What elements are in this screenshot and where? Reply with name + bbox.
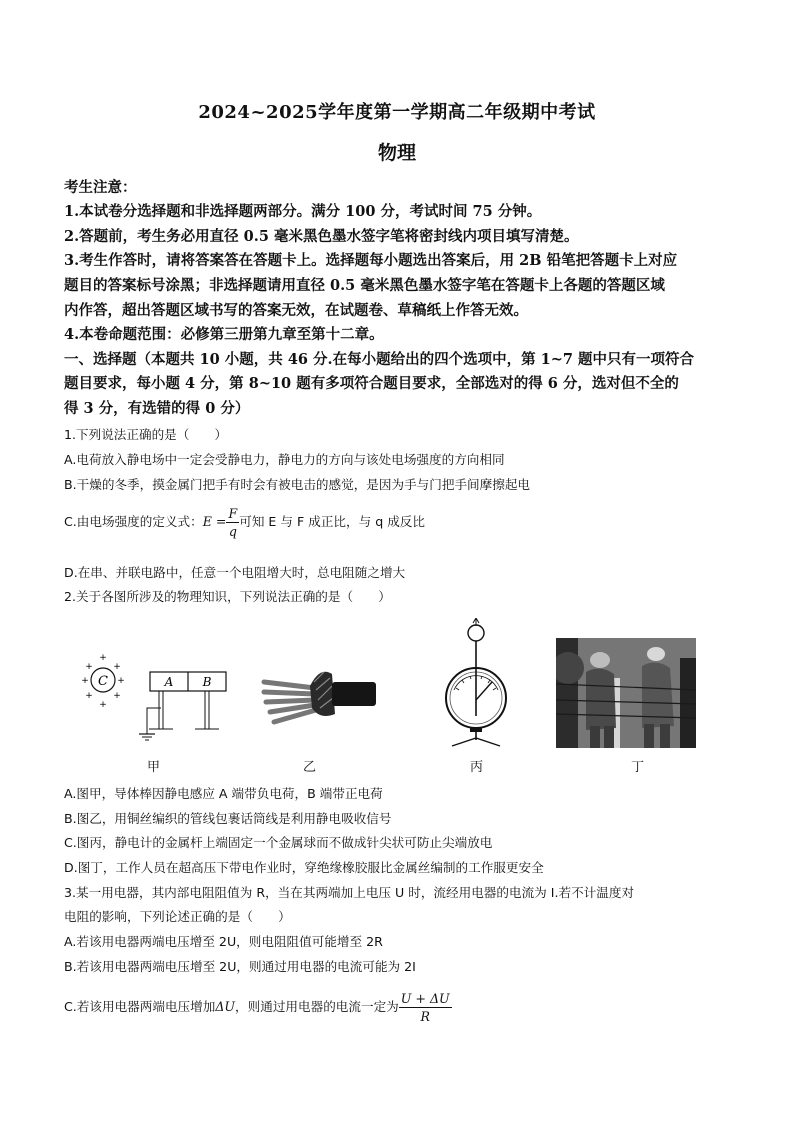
q1-option-b: B.干燥的冬季，摸金属门把手有时会有被电击的感觉，是因为手与门把手间摩擦起电 [64,477,531,492]
figure-caption-bing: 丙 [470,760,484,775]
figure-bing [430,618,530,748]
formula-denominator: R [420,1009,430,1024]
formula-numerator: F [228,506,238,521]
figure-jia [75,652,235,744]
q1-option-c-text: C.由电场强度的定义式： [64,514,203,529]
q3-option-b: B.若该用电器两端电压增至 2U，则通过用电器的电流可能为 2I [64,959,416,974]
svg-text:+: + [99,700,107,710]
figure-yi [260,652,380,744]
figure-caption-yi: 乙 [303,760,317,775]
notice-item: 题目的答案标号涂黑；非选择题请用直径 0.5 毫米黑色墨水签字笔在答题卡上各题的答题区域 [64,277,665,294]
formula-numerator: U + ΔU [400,991,450,1006]
svg-text:+: + [85,691,93,701]
figure-caption-jia: 甲 [147,760,161,775]
formula-denominator: q [228,524,237,539]
svg-text:+: + [113,662,121,672]
q1-option-a: A.电荷放入静电场中一定会受静电力，静电力的方向与该处电场强度的方向相同 [64,452,505,467]
formula-fraction [399,990,452,1025]
rod-end-a: A [164,675,174,689]
q1-option-d: D.在串、并联电路中，任意一个电阻增大时，总电阻随之增大 [64,565,406,580]
section-heading: 题目要求，每小题 4 分，第 8~10 题有多项符合题目要求，全部选对的得 6 分，选对但不全的 [64,375,679,392]
notice-item: 2.答题前，考生务必用直径 0.5 毫米黑色墨水签字笔将密封线内项目填写清楚。 [64,228,579,245]
q1-option-c-tail: 可知 E 与 F 成正比，与 q 成反比 [239,514,425,529]
subject-title: 物理 [377,142,416,164]
question-1-stem: 1.下列说法正确的是（ ） [64,427,228,442]
section-heading: 一、选择题（本题共 10 小题，共 46 分.在每小题给出的四个选项中，第 1~7 题中只有一项符合 [64,351,695,368]
formula-lhs: E = [202,514,227,529]
svg-text:+: + [81,676,89,686]
notice-label: 考生注意： [64,179,137,196]
q2-option-b: B.图乙，用铜丝编织的管线包裹话筒线是利用静电吸收信号 [64,811,392,826]
svg-text:+: + [113,691,121,701]
q2-option-d: D.图丁，工作人员在超高压下带电作业时，穿绝缘橡胶服比金属丝编制的工作服更安全 [64,860,544,875]
section-heading: 得 3 分，有选错的得 0 分） [64,400,250,417]
notice-item: 1.本试卷分选择题和非选择题两部分。满分 100 分，考试时间 75 分钟。 [64,203,542,220]
notice-item: 内作答，超出答题区域书写的答案无效，在试题卷、草稿纸上作答无效。 [64,302,528,319]
notice-item: 3.考生作答时，请将答案答在答题卡上。选择题每小题选出答案后，用 2B 铅笔把答题卡上对应 [64,252,678,269]
q3-option-c-text: C.若该用电器两端电压增加 [64,999,216,1014]
q2-option-c: C.图丙，静电计的金属杆上端固定一个金属球而不做成针尖状可防止尖端放电 [64,835,493,850]
formula-fraction [226,505,239,540]
question-3-stem: 3.某一用电器，其内部电阻阻值为 R，当在其两端加上电压 U 时，流经用电器的电流为 I.若不计温度对 [64,885,635,900]
notice-item: 4.本卷命题范围：必修第三册第九章至第十二章。 [64,326,384,343]
q2-option-a: A.图甲，导体棒因静电感应 A 端带负电荷，B 端带正电荷 [64,786,383,801]
question-3-stem-cont: 电阻的影响，下列论述正确的是（ ） [64,909,291,924]
svg-text:+: + [99,653,107,663]
q3-option-c-mid: ，则通过用电器的电流一定为 [235,999,399,1014]
question-2-stem: 2.关于各图所涉及的物理知识，下列说法正确的是（ ） [64,589,391,604]
q3-option-c [64,990,452,1025]
q1-option-c [64,505,425,540]
q3-option-a: A.若该用电器两端电压增至 2U，则电阻阻值可能增至 2R [64,934,383,949]
figure-caption-ding: 丁 [631,760,645,775]
sphere-label: C [98,674,108,689]
svg-text:+: + [85,662,93,672]
exam-title: 2024~2025学年度第一学期高二年级期中考试 [198,102,596,123]
formula-variable: ΔU [215,999,236,1014]
svg-text:+: + [117,676,125,686]
rod-end-b: B [202,675,212,689]
figure-ding-photo [556,638,696,748]
